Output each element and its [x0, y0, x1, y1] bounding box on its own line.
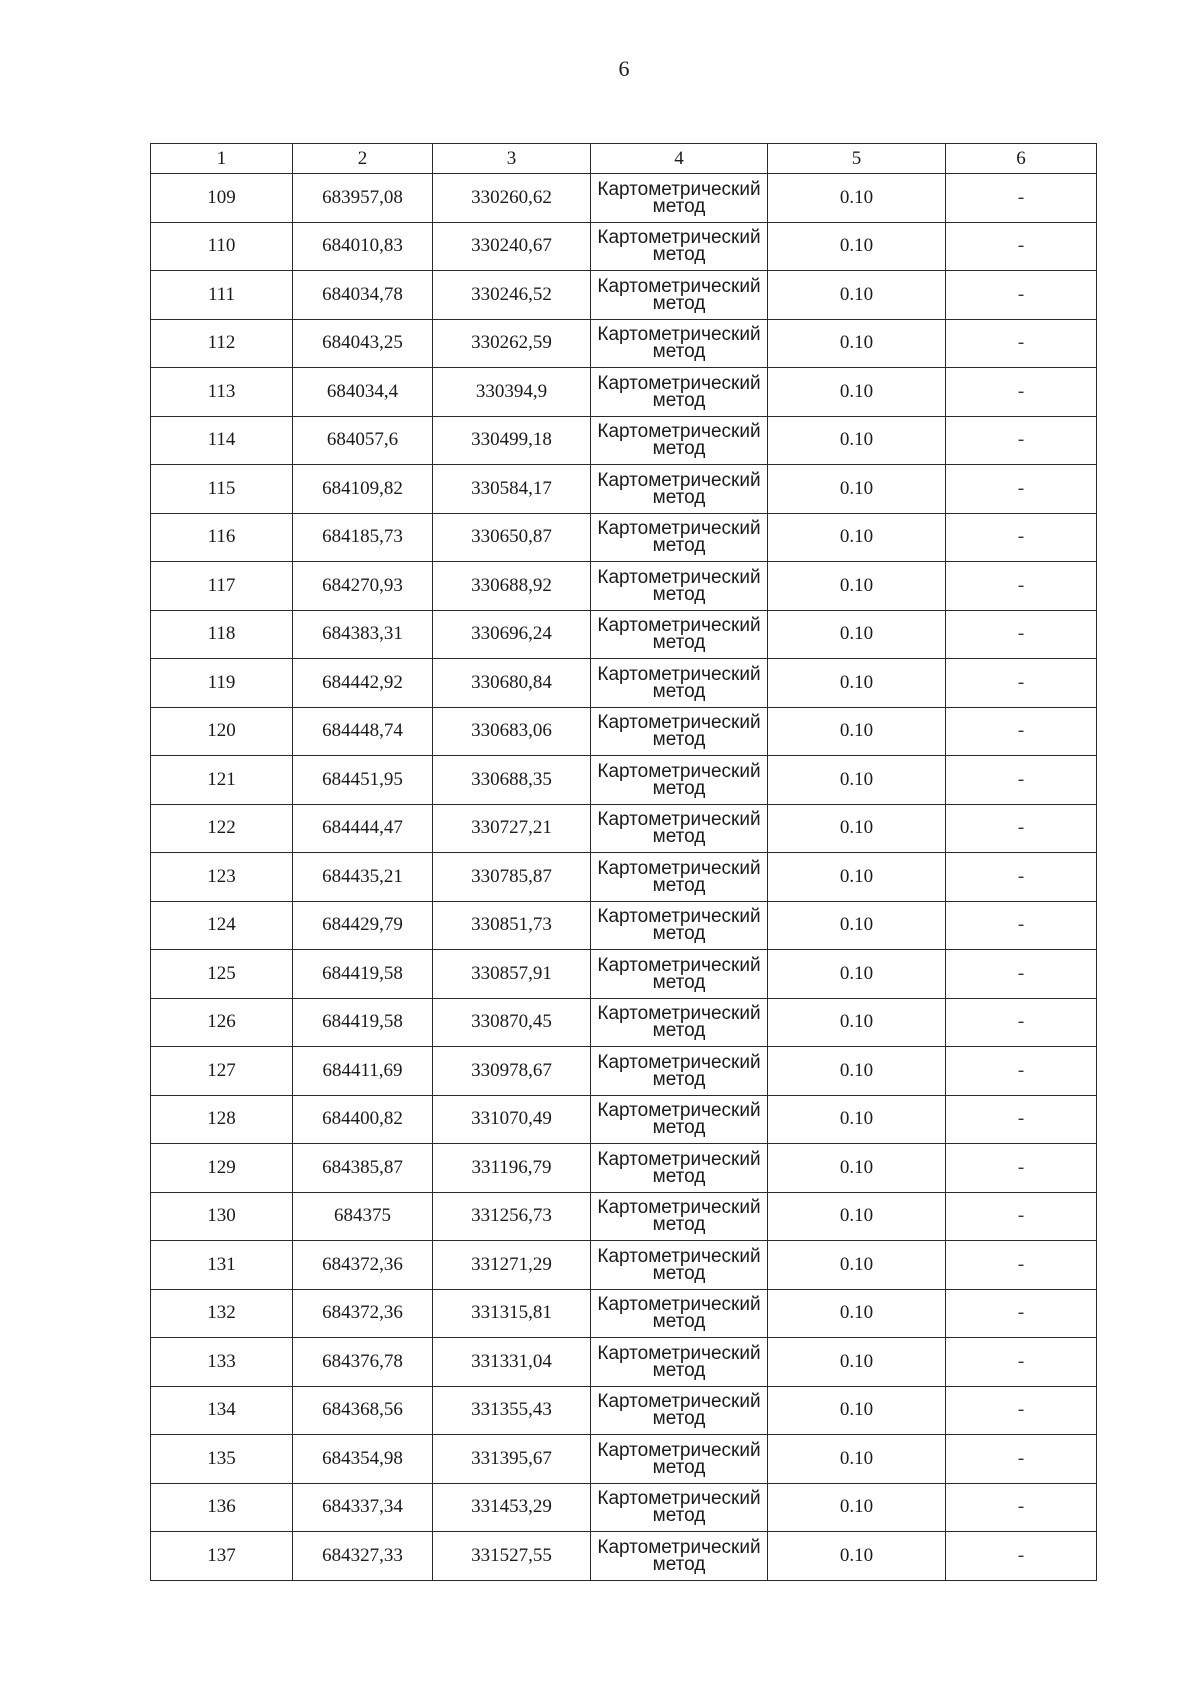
point-number-cell: 133	[151, 1338, 293, 1387]
method-cell	[591, 368, 768, 417]
table-body	[151, 174, 1097, 1581]
accuracy-cell: 0.10	[768, 465, 946, 514]
method-line-1: Картометрический	[597, 906, 761, 928]
method-cell	[591, 659, 768, 708]
method-line-1: Картометрический	[597, 663, 761, 685]
x-coordinate-cell: 684372,36	[293, 1289, 433, 1338]
method-line-2: метод	[652, 389, 706, 411]
description-cell: -	[946, 901, 1097, 950]
description-cell: -	[946, 950, 1097, 999]
method-cell	[591, 1483, 768, 1532]
method-cell	[591, 1095, 768, 1144]
point-number-cell: 122	[151, 804, 293, 853]
method-cell	[591, 1532, 768, 1581]
table-row	[151, 174, 1097, 223]
column-header-3: 3	[433, 144, 591, 174]
method-line-2: метод	[652, 583, 706, 605]
y-coordinate-cell: 330688,35	[433, 756, 591, 805]
point-number-cell: 112	[151, 319, 293, 368]
y-coordinate-cell: 330240,67	[433, 222, 591, 271]
y-coordinate-cell: 331070,49	[433, 1095, 591, 1144]
accuracy-cell: 0.10	[768, 513, 946, 562]
method-line-2: метод	[652, 971, 706, 993]
coordinates-table	[150, 143, 1097, 1581]
method-line-2: метод	[652, 1165, 706, 1187]
description-cell: -	[946, 1047, 1097, 1096]
method-line-2: метод	[652, 1117, 706, 1139]
point-number-cell: 109	[151, 174, 293, 223]
x-coordinate-cell: 684337,34	[293, 1483, 433, 1532]
method-cell	[591, 1144, 768, 1193]
point-number-cell: 123	[151, 853, 293, 902]
column-header-4: 4	[591, 144, 768, 174]
method-cell	[591, 513, 768, 562]
y-coordinate-cell: 330857,91	[433, 950, 591, 999]
accuracy-cell: 0.10	[768, 1435, 946, 1484]
accuracy-cell: 0.10	[768, 610, 946, 659]
table-row	[151, 1483, 1097, 1532]
point-number-cell: 121	[151, 756, 293, 805]
table-row	[151, 1338, 1097, 1387]
accuracy-cell: 0.10	[768, 1095, 946, 1144]
x-coordinate-cell: 684010,83	[293, 222, 433, 271]
method-cell	[591, 853, 768, 902]
accuracy-cell: 0.10	[768, 1192, 946, 1241]
accuracy-cell: 0.10	[768, 853, 946, 902]
x-coordinate-cell: 684442,92	[293, 659, 433, 708]
table-row	[151, 804, 1097, 853]
method-line-2: метод	[652, 923, 706, 945]
method-line-1: Картометрический	[597, 1003, 761, 1025]
method-line-1: Картометрический	[597, 1342, 761, 1364]
method-cell	[591, 1338, 768, 1387]
method-line-1: Картометрический	[597, 324, 761, 346]
accuracy-cell: 0.10	[768, 756, 946, 805]
y-coordinate-cell: 330870,45	[433, 998, 591, 1047]
method-line-2: метод	[652, 632, 706, 654]
x-coordinate-cell: 684451,95	[293, 756, 433, 805]
y-coordinate-cell: 331315,81	[433, 1289, 591, 1338]
x-coordinate-cell: 684368,56	[293, 1386, 433, 1435]
method-cell	[591, 804, 768, 853]
table-row	[151, 1047, 1097, 1096]
point-number-cell: 130	[151, 1192, 293, 1241]
method-line-2: метод	[652, 438, 706, 460]
point-number-cell: 117	[151, 562, 293, 611]
point-number-cell: 124	[151, 901, 293, 950]
x-coordinate-cell: 684385,87	[293, 1144, 433, 1193]
method-cell	[591, 1289, 768, 1338]
table-row	[151, 659, 1097, 708]
accuracy-cell: 0.10	[768, 901, 946, 950]
table-row	[151, 1095, 1097, 1144]
method-cell	[591, 319, 768, 368]
x-coordinate-cell: 684444,47	[293, 804, 433, 853]
method-line-2: метод	[652, 874, 706, 896]
method-cell	[591, 1435, 768, 1484]
description-cell: -	[946, 1532, 1097, 1581]
accuracy-cell: 0.10	[768, 174, 946, 223]
method-line-2: метод	[652, 777, 706, 799]
method-cell	[591, 465, 768, 514]
method-line-2: метод	[652, 535, 706, 557]
table-row	[151, 707, 1097, 756]
description-cell: -	[946, 368, 1097, 417]
y-coordinate-cell: 330851,73	[433, 901, 591, 950]
table-row	[151, 998, 1097, 1047]
description-cell: -	[946, 1241, 1097, 1290]
point-number-cell: 131	[151, 1241, 293, 1290]
table-row	[151, 1532, 1097, 1581]
x-coordinate-cell: 684448,74	[293, 707, 433, 756]
y-coordinate-cell: 331256,73	[433, 1192, 591, 1241]
accuracy-cell: 0.10	[768, 416, 946, 465]
point-number-cell: 116	[151, 513, 293, 562]
description-cell: -	[946, 1289, 1097, 1338]
x-coordinate-cell: 684376,78	[293, 1338, 433, 1387]
method-line-1: Картометрический	[597, 760, 761, 782]
method-line-2: метод	[652, 1408, 706, 1430]
method-line-2: метод	[652, 826, 706, 848]
x-coordinate-cell: 684419,58	[293, 950, 433, 999]
y-coordinate-cell: 330978,67	[433, 1047, 591, 1096]
method-line-1: Картометрический	[597, 712, 761, 734]
accuracy-cell: 0.10	[768, 950, 946, 999]
y-coordinate-cell: 330785,87	[433, 853, 591, 902]
x-coordinate-cell: 684327,33	[293, 1532, 433, 1581]
method-line-1: Картометрический	[597, 178, 761, 200]
method-cell	[591, 610, 768, 659]
table-row	[151, 950, 1097, 999]
method-line-2: метод	[652, 1505, 706, 1527]
y-coordinate-cell: 330680,84	[433, 659, 591, 708]
point-number-cell: 129	[151, 1144, 293, 1193]
point-number-cell: 128	[151, 1095, 293, 1144]
point-number-cell: 119	[151, 659, 293, 708]
y-coordinate-cell: 331395,67	[433, 1435, 591, 1484]
description-cell: -	[946, 610, 1097, 659]
x-coordinate-cell: 684034,78	[293, 271, 433, 320]
table-row	[151, 1144, 1097, 1193]
method-line-1: Картометрический	[597, 1391, 761, 1413]
method-line-2: метод	[652, 292, 706, 314]
method-line-2: метод	[652, 1359, 706, 1381]
accuracy-cell: 0.10	[768, 1338, 946, 1387]
point-number-cell: 118	[151, 610, 293, 659]
x-coordinate-cell: 684372,36	[293, 1241, 433, 1290]
table-row	[151, 222, 1097, 271]
point-number-cell: 132	[151, 1289, 293, 1338]
method-line-1: Картометрический	[597, 1100, 761, 1122]
method-line-1: Картометрический	[597, 275, 761, 297]
method-cell	[591, 1192, 768, 1241]
y-coordinate-cell: 331196,79	[433, 1144, 591, 1193]
x-coordinate-cell: 684383,31	[293, 610, 433, 659]
method-line-1: Картометрический	[597, 809, 761, 831]
method-cell	[591, 1047, 768, 1096]
x-coordinate-cell: 684419,58	[293, 998, 433, 1047]
accuracy-cell: 0.10	[768, 804, 946, 853]
description-cell: -	[946, 1144, 1097, 1193]
x-coordinate-cell: 684435,21	[293, 853, 433, 902]
point-number-cell: 110	[151, 222, 293, 271]
y-coordinate-cell: 330394,9	[433, 368, 591, 417]
table-header-row	[151, 144, 1097, 174]
x-coordinate-cell: 683957,08	[293, 174, 433, 223]
method-line-1: Картометрический	[597, 954, 761, 976]
accuracy-cell: 0.10	[768, 1144, 946, 1193]
description-cell: -	[946, 707, 1097, 756]
description-cell: -	[946, 319, 1097, 368]
method-cell	[591, 222, 768, 271]
method-cell	[591, 1386, 768, 1435]
point-number-cell: 126	[151, 998, 293, 1047]
point-number-cell: 120	[151, 707, 293, 756]
x-coordinate-cell: 684109,82	[293, 465, 433, 514]
table-row	[151, 1192, 1097, 1241]
column-header-2: 2	[293, 144, 433, 174]
description-cell: -	[946, 271, 1097, 320]
description-cell: -	[946, 1095, 1097, 1144]
method-line-2: метод	[652, 486, 706, 508]
method-cell	[591, 416, 768, 465]
method-line-2: метод	[652, 680, 706, 702]
accuracy-cell: 0.10	[768, 659, 946, 708]
table-row	[151, 1386, 1097, 1435]
method-cell	[591, 1241, 768, 1290]
method-cell	[591, 562, 768, 611]
point-number-cell: 111	[151, 271, 293, 320]
method-line-1: Картометрический	[597, 1197, 761, 1219]
y-coordinate-cell: 330584,17	[433, 465, 591, 514]
method-line-1: Картометрический	[597, 615, 761, 637]
y-coordinate-cell: 330650,87	[433, 513, 591, 562]
description-cell: -	[946, 1192, 1097, 1241]
y-coordinate-cell: 330499,18	[433, 416, 591, 465]
x-coordinate-cell: 684043,25	[293, 319, 433, 368]
method-line-1: Картометрический	[597, 372, 761, 394]
point-number-cell: 127	[151, 1047, 293, 1096]
method-cell	[591, 756, 768, 805]
table-row	[151, 368, 1097, 417]
method-line-1: Картометрический	[597, 469, 761, 491]
y-coordinate-cell: 331527,55	[433, 1532, 591, 1581]
y-coordinate-cell: 331331,04	[433, 1338, 591, 1387]
method-line-1: Картометрический	[597, 1536, 761, 1558]
accuracy-cell: 0.10	[768, 998, 946, 1047]
table-row	[151, 513, 1097, 562]
y-coordinate-cell: 331271,29	[433, 1241, 591, 1290]
accuracy-cell: 0.10	[768, 707, 946, 756]
table-row	[151, 562, 1097, 611]
table-row	[151, 1289, 1097, 1338]
method-cell	[591, 271, 768, 320]
method-line-1: Картометрический	[597, 518, 761, 540]
accuracy-cell: 0.10	[768, 222, 946, 271]
method-line-2: метод	[652, 729, 706, 751]
method-line-1: Картометрический	[597, 1148, 761, 1170]
method-line-1: Картометрический	[597, 857, 761, 879]
description-cell: -	[946, 1483, 1097, 1532]
accuracy-cell: 0.10	[768, 271, 946, 320]
description-cell: -	[946, 174, 1097, 223]
description-cell: -	[946, 804, 1097, 853]
x-coordinate-cell: 684429,79	[293, 901, 433, 950]
y-coordinate-cell: 330683,06	[433, 707, 591, 756]
point-number-cell: 136	[151, 1483, 293, 1532]
x-coordinate-cell: 684400,82	[293, 1095, 433, 1144]
method-cell	[591, 707, 768, 756]
method-cell	[591, 901, 768, 950]
table-row	[151, 319, 1097, 368]
description-cell: -	[946, 756, 1097, 805]
method-line-2: метод	[652, 244, 706, 266]
table-row	[151, 853, 1097, 902]
point-number-cell: 134	[151, 1386, 293, 1435]
accuracy-cell: 0.10	[768, 1241, 946, 1290]
method-line-2: метод	[652, 1262, 706, 1284]
point-number-cell: 135	[151, 1435, 293, 1484]
method-line-1: Картометрический	[597, 1294, 761, 1316]
description-cell: -	[946, 465, 1097, 514]
description-cell: -	[946, 1338, 1097, 1387]
point-number-cell: 114	[151, 416, 293, 465]
accuracy-cell: 0.10	[768, 1289, 946, 1338]
page-number: 6	[618, 56, 630, 81]
table-row	[151, 465, 1097, 514]
description-cell: -	[946, 853, 1097, 902]
y-coordinate-cell: 330262,59	[433, 319, 591, 368]
point-number-cell: 115	[151, 465, 293, 514]
description-cell: -	[946, 222, 1097, 271]
description-cell: -	[946, 1386, 1097, 1435]
method-line-1: Картометрический	[597, 1488, 761, 1510]
point-number-cell: 113	[151, 368, 293, 417]
method-line-1: Картометрический	[597, 566, 761, 588]
accuracy-cell: 0.10	[768, 319, 946, 368]
y-coordinate-cell: 331355,43	[433, 1386, 591, 1435]
point-number-cell: 137	[151, 1532, 293, 1581]
description-cell: -	[946, 1435, 1097, 1484]
description-cell: -	[946, 416, 1097, 465]
description-cell: -	[946, 562, 1097, 611]
table-row	[151, 901, 1097, 950]
method-line-1: Картометрический	[597, 1245, 761, 1267]
table-row	[151, 610, 1097, 659]
y-coordinate-cell: 331453,29	[433, 1483, 591, 1532]
y-coordinate-cell: 330696,24	[433, 610, 591, 659]
table-row	[151, 271, 1097, 320]
x-coordinate-cell: 684354,98	[293, 1435, 433, 1484]
method-line-1: Картометрический	[597, 227, 761, 249]
table-row	[151, 756, 1097, 805]
column-header-1: 1	[151, 144, 293, 174]
method-line-1: Картометрический	[597, 421, 761, 443]
accuracy-cell: 0.10	[768, 1047, 946, 1096]
method-line-1: Картометрический	[597, 1439, 761, 1461]
x-coordinate-cell: 684270,93	[293, 562, 433, 611]
method-line-2: метод	[652, 1456, 706, 1478]
y-coordinate-cell: 330246,52	[433, 271, 591, 320]
table-row	[151, 1435, 1097, 1484]
method-line-2: метод	[652, 195, 706, 217]
y-coordinate-cell: 330260,62	[433, 174, 591, 223]
x-coordinate-cell: 684375	[293, 1192, 433, 1241]
method-line-2: метод	[652, 1020, 706, 1042]
method-line-2: метод	[652, 1068, 706, 1090]
x-coordinate-cell: 684185,73	[293, 513, 433, 562]
accuracy-cell: 0.10	[768, 1483, 946, 1532]
x-coordinate-cell: 684057,6	[293, 416, 433, 465]
point-number-cell: 125	[151, 950, 293, 999]
y-coordinate-cell: 330727,21	[433, 804, 591, 853]
method-cell	[591, 174, 768, 223]
column-header-5: 5	[768, 144, 946, 174]
description-cell: -	[946, 659, 1097, 708]
method-line-1: Картометрический	[597, 1051, 761, 1073]
description-cell: -	[946, 998, 1097, 1047]
method-line-2: метод	[652, 1214, 706, 1236]
y-coordinate-cell: 330688,92	[433, 562, 591, 611]
method-line-2: метод	[652, 1311, 706, 1333]
accuracy-cell: 0.10	[768, 368, 946, 417]
accuracy-cell: 0.10	[768, 562, 946, 611]
x-coordinate-cell: 684034,4	[293, 368, 433, 417]
method-cell	[591, 950, 768, 999]
accuracy-cell: 0.10	[768, 1532, 946, 1581]
description-cell: -	[946, 513, 1097, 562]
column-header-6: 6	[946, 144, 1097, 174]
method-line-2: метод	[652, 1553, 706, 1575]
method-line-2: метод	[652, 341, 706, 363]
table-row	[151, 1241, 1097, 1290]
x-coordinate-cell: 684411,69	[293, 1047, 433, 1096]
method-cell	[591, 998, 768, 1047]
accuracy-cell: 0.10	[768, 1386, 946, 1435]
table-row	[151, 416, 1097, 465]
